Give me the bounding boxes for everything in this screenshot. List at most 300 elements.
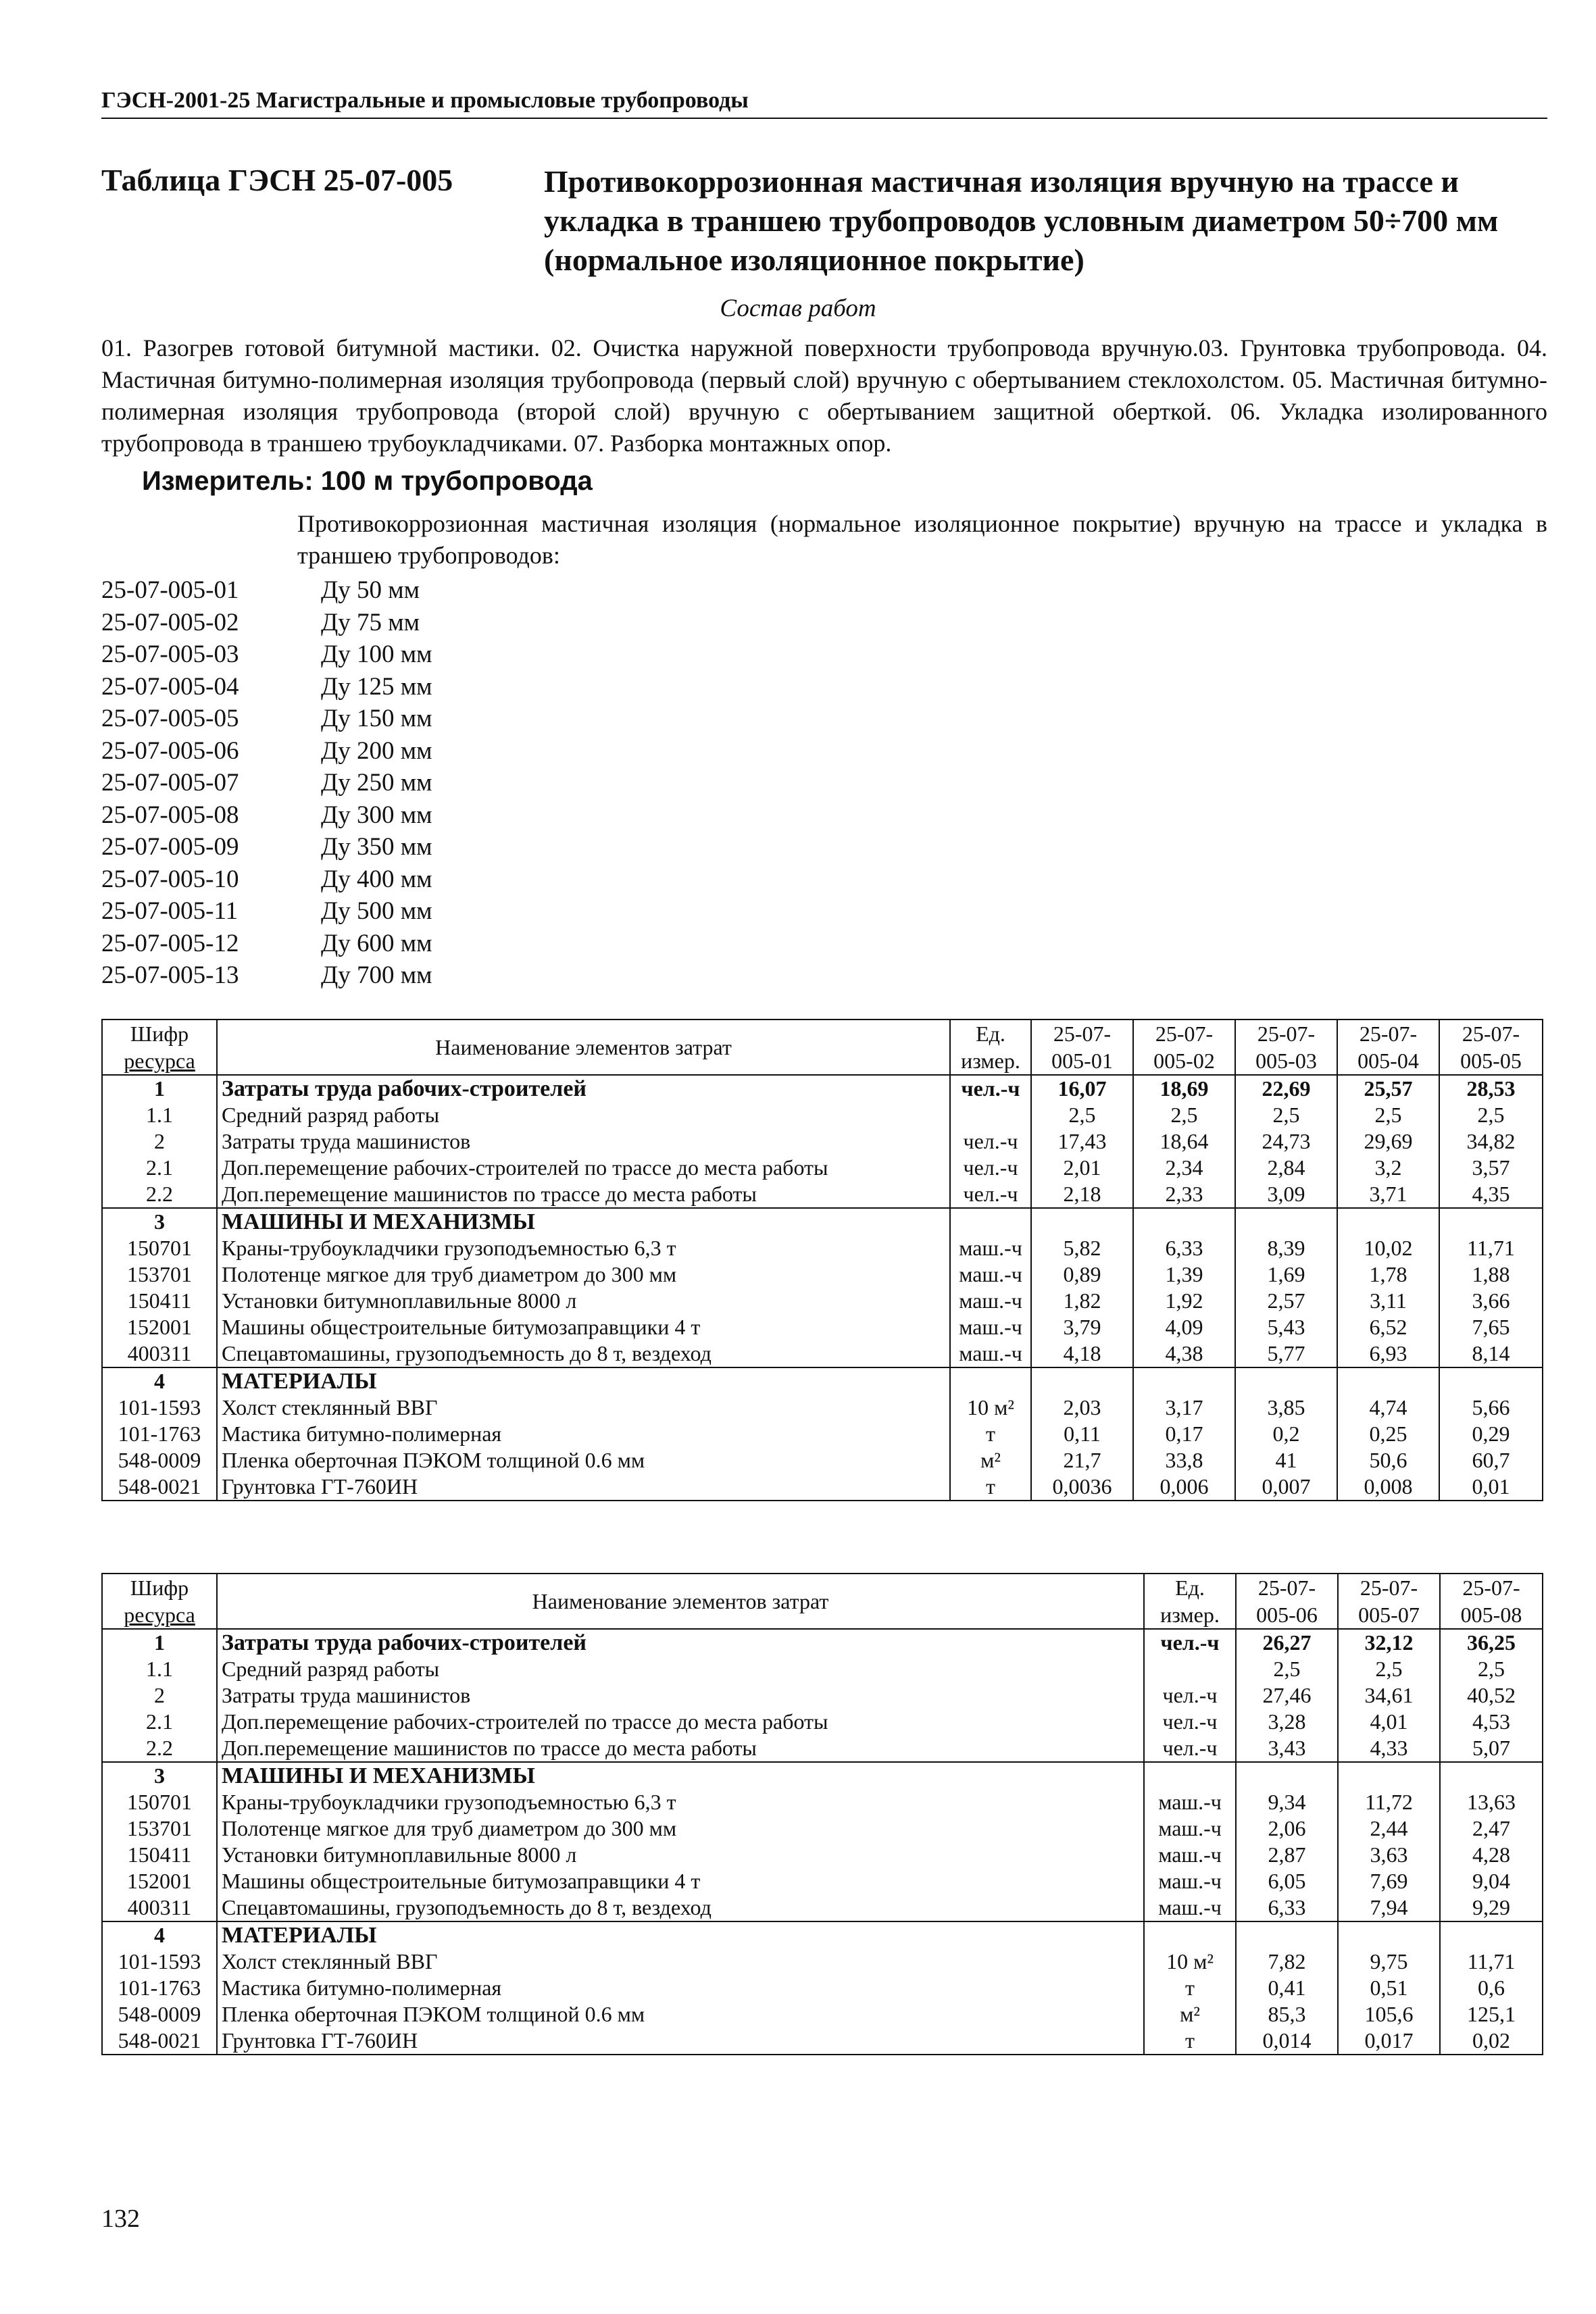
row-code: 101-1763 <box>102 1421 217 1447</box>
row-value: 0,51 <box>1338 1975 1440 2001</box>
code-list-item <box>101 799 432 832</box>
row-value: 4,38 <box>1133 1340 1235 1367</box>
row-code: 2 <box>102 1128 217 1155</box>
row-value: 11,72 <box>1338 1789 1440 1815</box>
row-value: 2,84 <box>1235 1155 1337 1181</box>
resource-table-1 <box>101 1019 1543 1501</box>
row-value: 2,18 <box>1031 1181 1133 1208</box>
table-section-row <box>102 1921 1543 1948</box>
row-value: 26,27 <box>1236 1629 1338 1656</box>
row-unit: чел.-ч <box>1144 1629 1236 1656</box>
header-code-underlined: ресурса <box>124 1603 195 1627</box>
row-value: 3,79 <box>1031 1314 1133 1340</box>
row-value: 2,03 <box>1031 1394 1133 1421</box>
row-value: 4,01 <box>1338 1709 1440 1735</box>
header-column-code: 005-07 <box>1338 1601 1440 1629</box>
table-row <box>102 2001 1543 2028</box>
row-unit <box>950 1208 1031 1235</box>
table-heading: Противокоррозионная мастичная изоляция вручную на трассе и укладка в траншею трубопроводов условным диаметром 50÷700 мм (нормальное изоляционное покрытие) <box>544 164 1499 277</box>
row-value: 34,82 <box>1439 1128 1543 1155</box>
row-value: 2,5 <box>1440 1656 1543 1682</box>
row-value: 5,07 <box>1440 1735 1543 1762</box>
row-value: 2,5 <box>1236 1656 1338 1682</box>
table-row <box>102 1421 1543 1447</box>
row-code: 2 <box>102 1682 217 1709</box>
row-code: 548-0021 <box>102 2028 217 2055</box>
row-value: 4,28 <box>1440 1842 1543 1868</box>
code-list-item <box>101 863 432 896</box>
row-name: Установки битумноплавильные 8000 л <box>217 1842 1144 1868</box>
row-unit: маш.-ч <box>950 1235 1031 1261</box>
row-unit: чел.-ч <box>950 1075 1031 1102</box>
code-list-desc: Ду 700 мм <box>321 961 432 989</box>
code-list-desc: Ду 500 мм <box>321 897 432 925</box>
row-value: 28,53 <box>1439 1075 1543 1102</box>
row-value: 32,12 <box>1338 1629 1440 1656</box>
row-value <box>1031 1208 1133 1235</box>
row-value: 1,82 <box>1031 1288 1133 1314</box>
code-list-code: 25-07-005-13 <box>101 961 239 989</box>
code-list-desc: Ду 100 мм <box>321 640 432 668</box>
row-value: 3,17 <box>1133 1394 1235 1421</box>
header-column-code: 005-01 <box>1031 1047 1133 1075</box>
code-list-desc: Ду 50 мм <box>321 576 420 604</box>
header-column-code: 25-07- <box>1236 1574 1338 1601</box>
row-code: 1 <box>102 1629 217 1656</box>
row-name: Спецавтомашины, грузоподъемность до 8 т, вездеход <box>217 1894 1144 1921</box>
row-unit <box>1144 1656 1236 1682</box>
code-list-desc: Ду 600 мм <box>321 929 432 957</box>
row-value: 17,43 <box>1031 1128 1133 1155</box>
row-unit: чел.-ч <box>950 1181 1031 1208</box>
row-value: 2,06 <box>1236 1815 1338 1842</box>
row-value: 7,94 <box>1338 1894 1440 1921</box>
row-value: 4,53 <box>1440 1709 1543 1735</box>
row-value: 0,25 <box>1337 1421 1439 1447</box>
row-name: Средний разряд работы <box>217 1102 950 1128</box>
row-name: Затраты труда рабочих-строителей <box>217 1075 950 1102</box>
row-value: 2,57 <box>1235 1288 1337 1314</box>
row-value: 0,11 <box>1031 1421 1133 1447</box>
row-code: 400311 <box>102 1894 217 1921</box>
row-unit: маш.-ч <box>1144 1842 1236 1868</box>
page-number: 132 <box>101 2205 140 2233</box>
header-code-underlined: ресурса <box>124 1049 195 1073</box>
header-column-code: 25-07- <box>1235 1020 1337 1047</box>
header-column-code: 25-07- <box>1133 1020 1235 1047</box>
row-name: Мастика битумно-полимерная <box>217 1975 1144 2001</box>
row-name: Грунтовка ГТ-760ИН <box>217 2028 1144 2055</box>
row-value: 0,6 <box>1440 1975 1543 2001</box>
row-unit: чел.-ч <box>950 1128 1031 1155</box>
row-value <box>1440 1921 1543 1948</box>
row-value: 0,29 <box>1439 1421 1543 1447</box>
table-row <box>102 1894 1543 1921</box>
row-unit: маш.-ч <box>950 1314 1031 1340</box>
row-code: 150701 <box>102 1235 217 1261</box>
table-row <box>102 1815 1543 1842</box>
table-row <box>102 1155 1543 1181</box>
table-row <box>102 2028 1543 2055</box>
row-value: 3,28 <box>1236 1709 1338 1735</box>
row-unit: чел.-ч <box>1144 1709 1236 1735</box>
row-name: Затраты труда машинистов <box>217 1682 1144 1709</box>
table-row <box>102 1656 1543 1682</box>
code-list-item <box>101 959 432 992</box>
table-row <box>102 1682 1543 1709</box>
row-code: 2.1 <box>102 1709 217 1735</box>
row-unit: чел.-ч <box>1144 1735 1236 1762</box>
row-unit: т <box>1144 2028 1236 2055</box>
row-unit: т <box>1144 1975 1236 2001</box>
row-name: Полотенце мягкое для труб диаметром до 300 мм <box>217 1261 950 1288</box>
row-unit: маш.-ч <box>950 1288 1031 1314</box>
row-unit <box>1144 1921 1236 1948</box>
row-name: Доп.перемещение рабочих-строителей по трассе до места работы <box>217 1709 1144 1735</box>
table-row <box>102 1948 1543 1975</box>
code-list-desc: Ду 75 мм <box>321 608 420 636</box>
code-list-code: 25-07-005-12 <box>101 929 239 957</box>
row-value: 8,39 <box>1235 1235 1337 1261</box>
row-unit: маш.-ч <box>950 1261 1031 1288</box>
row-value: 21,7 <box>1031 1447 1133 1474</box>
code-list-item <box>101 735 432 768</box>
row-value: 5,66 <box>1439 1394 1543 1421</box>
row-value: 6,33 <box>1133 1235 1235 1261</box>
row-value: 3,71 <box>1337 1181 1439 1208</box>
row-value: 4,09 <box>1133 1314 1235 1340</box>
row-value: 2,34 <box>1133 1155 1235 1181</box>
row-value: 24,73 <box>1235 1128 1337 1155</box>
header-column-code: 25-07- <box>1440 1574 1543 1601</box>
row-value: 0,17 <box>1133 1421 1235 1447</box>
row-value <box>1439 1367 1543 1394</box>
table-row <box>102 1314 1543 1340</box>
row-value <box>1338 1762 1440 1789</box>
row-name: Холст стеклянный ВВГ <box>217 1394 950 1421</box>
code-list-item <box>101 671 432 703</box>
row-code: 548-0009 <box>102 1447 217 1474</box>
row-unit: т <box>950 1421 1031 1447</box>
header-column-code: 005-04 <box>1337 1047 1439 1075</box>
row-code: 101-1763 <box>102 1975 217 2001</box>
row-value: 0,89 <box>1031 1261 1133 1288</box>
row-name: Доп.перемещение машинистов по трассе до места работы <box>217 1181 950 1208</box>
row-name: Полотенце мягкое для труб диаметром до 300 мм <box>217 1815 1144 1842</box>
row-value <box>1031 1367 1133 1394</box>
row-code: 3 <box>102 1762 217 1789</box>
running-header: ГЭСН-2001-25 Магистральные и промысловые трубопроводы <box>101 88 1547 119</box>
table-row <box>102 1789 1543 1815</box>
row-value: 9,04 <box>1440 1868 1543 1894</box>
row-code: 101-1593 <box>102 1394 217 1421</box>
row-code: 2.1 <box>102 1155 217 1181</box>
row-code: 4 <box>102 1367 217 1394</box>
row-value: 2,5 <box>1133 1102 1235 1128</box>
row-code: 2.2 <box>102 1181 217 1208</box>
row-value: 0,02 <box>1440 2028 1543 2055</box>
row-value: 13,63 <box>1440 1789 1543 1815</box>
table-row <box>102 1075 1543 1102</box>
row-code: 4 <box>102 1921 217 1948</box>
row-unit <box>1144 1762 1236 1789</box>
row-value: 4,33 <box>1338 1735 1440 1762</box>
row-unit: чел.-ч <box>950 1155 1031 1181</box>
table-row <box>102 1709 1543 1735</box>
row-value: 2,5 <box>1337 1102 1439 1128</box>
row-value: 0,017 <box>1338 2028 1440 2055</box>
code-list-desc: Ду 200 мм <box>321 736 432 765</box>
table-row <box>102 1261 1543 1288</box>
row-code: 150411 <box>102 1842 217 1868</box>
row-value <box>1440 1762 1543 1789</box>
table-row <box>102 1629 1543 1656</box>
row-value: 60,7 <box>1439 1447 1543 1474</box>
table-row <box>102 1394 1543 1421</box>
row-unit: 10 м² <box>950 1394 1031 1421</box>
row-value: 40,52 <box>1440 1682 1543 1709</box>
resource-table-2 <box>101 1573 1543 2055</box>
row-value: 7,69 <box>1338 1868 1440 1894</box>
table-row <box>102 1975 1543 2001</box>
row-name: Холст стеклянный ВВГ <box>217 1948 1144 1975</box>
row-value: 5,43 <box>1235 1314 1337 1340</box>
row-name: Затраты труда рабочих-строителей <box>217 1629 1144 1656</box>
row-name: МАШИНЫ И МЕХАНИЗМЫ <box>217 1762 1144 1789</box>
table-header-row <box>102 1020 1543 1047</box>
row-unit: маш.-ч <box>1144 1894 1236 1921</box>
header-unit: измер. <box>950 1047 1031 1075</box>
row-value: 0,008 <box>1337 1474 1439 1501</box>
code-list-desc: Ду 125 мм <box>321 672 432 701</box>
table-row <box>102 1288 1543 1314</box>
code-list-code: 25-07-005-08 <box>101 801 239 829</box>
row-value: 0,007 <box>1235 1474 1337 1501</box>
row-unit: маш.-ч <box>1144 1815 1236 1842</box>
code-list-code: 25-07-005-05 <box>101 705 239 732</box>
row-value: 3,85 <box>1235 1394 1337 1421</box>
row-value <box>1236 1762 1338 1789</box>
row-name: Пленка оберточная ПЭКОМ толщиной 0.6 мм <box>217 1447 950 1474</box>
code-list <box>101 574 432 992</box>
code-list-desc: Ду 400 мм <box>321 865 432 893</box>
table-row <box>102 1474 1543 1501</box>
code-list-desc: Ду 300 мм <box>321 801 432 829</box>
header-column-code: 25-07- <box>1031 1020 1133 1047</box>
code-list-item <box>101 638 432 671</box>
code-list-item <box>101 703 432 735</box>
row-code: 101-1593 <box>102 1948 217 1975</box>
row-value: 125,1 <box>1440 2001 1543 2028</box>
row-code: 400311 <box>102 1340 217 1367</box>
code-list-code: 25-07-005-06 <box>101 736 239 765</box>
row-code: 1 <box>102 1075 217 1102</box>
table-row <box>102 1447 1543 1474</box>
header-name: Наименование элементов затрат <box>217 1020 950 1075</box>
row-value: 105,6 <box>1338 2001 1440 2028</box>
row-unit: маш.-ч <box>1144 1789 1236 1815</box>
code-list-code: 25-07-005-02 <box>101 608 239 636</box>
row-value: 2,01 <box>1031 1155 1133 1181</box>
row-value: 85,3 <box>1236 2001 1338 2028</box>
row-value: 9,29 <box>1440 1894 1543 1921</box>
code-list-item <box>101 928 432 960</box>
row-code: 2.2 <box>102 1735 217 1762</box>
table-row <box>102 1181 1543 1208</box>
header-code: Шифр <box>102 1574 217 1601</box>
row-value <box>1236 1921 1338 1948</box>
row-unit: т <box>950 1474 1031 1501</box>
table-section-row <box>102 1762 1543 1789</box>
row-value <box>1439 1208 1543 1235</box>
row-value: 6,05 <box>1236 1868 1338 1894</box>
code-list-item <box>101 895 432 928</box>
row-unit: маш.-ч <box>950 1340 1031 1367</box>
row-value <box>1133 1208 1235 1235</box>
table-row <box>102 1102 1543 1128</box>
code-list-code: 25-07-005-04 <box>101 672 239 701</box>
row-code: 1.1 <box>102 1102 217 1128</box>
row-value: 22,69 <box>1235 1075 1337 1102</box>
row-value: 2,5 <box>1031 1102 1133 1128</box>
row-name: Доп.перемещение машинистов по трассе до места работы <box>217 1735 1144 1762</box>
row-value: 2,87 <box>1236 1842 1338 1868</box>
row-name: Мастика битумно-полимерная <box>217 1421 950 1447</box>
row-value: 5,77 <box>1235 1340 1337 1367</box>
table-title: Таблица ГЭСН 25-07-005 <box>101 163 453 197</box>
header-unit: Ед. <box>950 1020 1031 1047</box>
row-value: 41 <box>1235 1447 1337 1474</box>
row-value: 18,64 <box>1133 1128 1235 1155</box>
work-composition-caption: Состав работ <box>720 295 876 322</box>
row-code: 150701 <box>102 1789 217 1815</box>
row-value: 2,47 <box>1440 1815 1543 1842</box>
row-code: 548-0009 <box>102 2001 217 2028</box>
table-row <box>102 1340 1543 1367</box>
code-list-desc: Ду 250 мм <box>321 769 432 797</box>
table-header-row <box>102 1574 1543 1601</box>
row-value: 5,82 <box>1031 1235 1133 1261</box>
code-list-code: 25-07-005-11 <box>101 897 239 925</box>
row-code: 3 <box>102 1208 217 1235</box>
row-name: Машины общестроительные битумозаправщики 4 т <box>217 1314 950 1340</box>
row-name: МАТЕРИАЛЫ <box>217 1921 1144 1948</box>
code-list-item <box>101 767 432 799</box>
row-value: 34,61 <box>1338 1682 1440 1709</box>
row-value: 1,78 <box>1337 1261 1439 1288</box>
code-list-item <box>101 574 432 607</box>
codes-intro: Противокоррозионная мастичная изоляция (нормальное изоляционное покрытие) вручную на трассе и укладка в траншею трубопроводов: <box>297 510 1547 569</box>
row-value: 4,35 <box>1439 1181 1543 1208</box>
row-code: 152001 <box>102 1314 217 1340</box>
row-value: 9,75 <box>1338 1948 1440 1975</box>
header-name: Наименование элементов затрат <box>217 1574 1144 1629</box>
row-code: 153701 <box>102 1815 217 1842</box>
row-value: 0,0036 <box>1031 1474 1133 1501</box>
code-list-desc: Ду 350 мм <box>321 833 432 861</box>
row-code: 150411 <box>102 1288 217 1314</box>
code-list-code: 25-07-005-03 <box>101 640 239 668</box>
table-row <box>102 1735 1543 1762</box>
row-value <box>1235 1208 1337 1235</box>
row-value: 6,52 <box>1337 1314 1439 1340</box>
header-column-code: 005-02 <box>1133 1047 1235 1075</box>
header-code <box>102 1047 217 1075</box>
row-value: 2,5 <box>1338 1656 1440 1682</box>
row-name: Средний разряд работы <box>217 1656 1144 1682</box>
row-value: 29,69 <box>1337 1128 1439 1155</box>
row-value: 1,88 <box>1439 1261 1543 1288</box>
row-value: 2,5 <box>1235 1102 1337 1128</box>
row-value <box>1338 1921 1440 1948</box>
row-value: 4,74 <box>1337 1394 1439 1421</box>
row-value: 3,09 <box>1235 1181 1337 1208</box>
header-column-code: 005-05 <box>1439 1047 1543 1075</box>
row-name: МАТЕРИАЛЫ <box>217 1367 950 1394</box>
header-column-code: 25-07- <box>1338 1574 1440 1601</box>
code-list-code: 25-07-005-10 <box>101 865 239 893</box>
row-value: 11,71 <box>1440 1948 1543 1975</box>
row-unit <box>950 1367 1031 1394</box>
row-value: 2,44 <box>1338 1815 1440 1842</box>
row-name: Машины общестроительные битумозаправщики 4 т <box>217 1868 1144 1894</box>
header-column-code: 25-07- <box>1439 1020 1543 1047</box>
row-value: 33,8 <box>1133 1447 1235 1474</box>
row-unit: чел.-ч <box>1144 1682 1236 1709</box>
row-name: Краны-трубоукладчики грузоподъемностью 6,3 т <box>217 1235 950 1261</box>
row-value: 0,41 <box>1236 1975 1338 2001</box>
row-value: 7,65 <box>1439 1314 1543 1340</box>
row-name: Затраты труда машинистов <box>217 1128 950 1155</box>
row-value: 18,69 <box>1133 1075 1235 1102</box>
row-name: Грунтовка ГТ-760ИН <box>217 1474 950 1501</box>
row-unit: 10 м² <box>1144 1948 1236 1975</box>
row-code: 548-0021 <box>102 1474 217 1501</box>
code-list-item <box>101 831 432 863</box>
row-value: 0,2 <box>1235 1421 1337 1447</box>
table-section-row <box>102 1367 1543 1394</box>
code-list-item <box>101 607 432 639</box>
table-row <box>102 1235 1543 1261</box>
row-name: Доп.перемещение рабочих-строителей по трассе до места работы <box>217 1155 950 1181</box>
code-list-desc: Ду 150 мм <box>321 705 432 732</box>
row-unit: м² <box>950 1447 1031 1474</box>
row-code: 152001 <box>102 1868 217 1894</box>
row-unit <box>950 1102 1031 1128</box>
measure-unit: Измеритель: 100 м трубопровода <box>142 466 593 496</box>
row-unit: маш.-ч <box>1144 1868 1236 1894</box>
row-value: 50,6 <box>1337 1447 1439 1474</box>
row-value: 1,39 <box>1133 1261 1235 1288</box>
table-row <box>102 1128 1543 1155</box>
row-value: 0,006 <box>1133 1474 1235 1501</box>
row-value: 0,01 <box>1439 1474 1543 1501</box>
work-composition-text: 01. Разогрев готовой битумной мастики. 02. Очистка наружной поверхности трубопровода вручную.03. Грунтовка трубопровода. 04. Мастичная битумно-полимерная изоляция трубопровода (первый слой) вручную с обертыванием стеклохолстом. 05. Мастичная битумно-полимерная изоляция трубопровода (второй слой) вручную с обертыванием защитной оберткой. 06. Укладка изолированного трубопровода в траншею трубоукладчиками. 07. Разборка монтажных опор. <box>101 334 1547 457</box>
row-value: 3,2 <box>1337 1155 1439 1181</box>
row-value: 3,43 <box>1236 1735 1338 1762</box>
table-row <box>102 1868 1543 1894</box>
row-value <box>1337 1367 1439 1394</box>
row-value: 27,46 <box>1236 1682 1338 1709</box>
row-value: 8,14 <box>1439 1340 1543 1367</box>
header-column-code: 005-03 <box>1235 1047 1337 1075</box>
row-value: 3,63 <box>1338 1842 1440 1868</box>
row-name: Установки битумноплавильные 8000 л <box>217 1288 950 1314</box>
row-value: 6,93 <box>1337 1340 1439 1367</box>
header-code: Шифр <box>102 1020 217 1047</box>
code-list-code: 25-07-005-07 <box>101 769 239 797</box>
row-value: 11,71 <box>1439 1235 1543 1261</box>
